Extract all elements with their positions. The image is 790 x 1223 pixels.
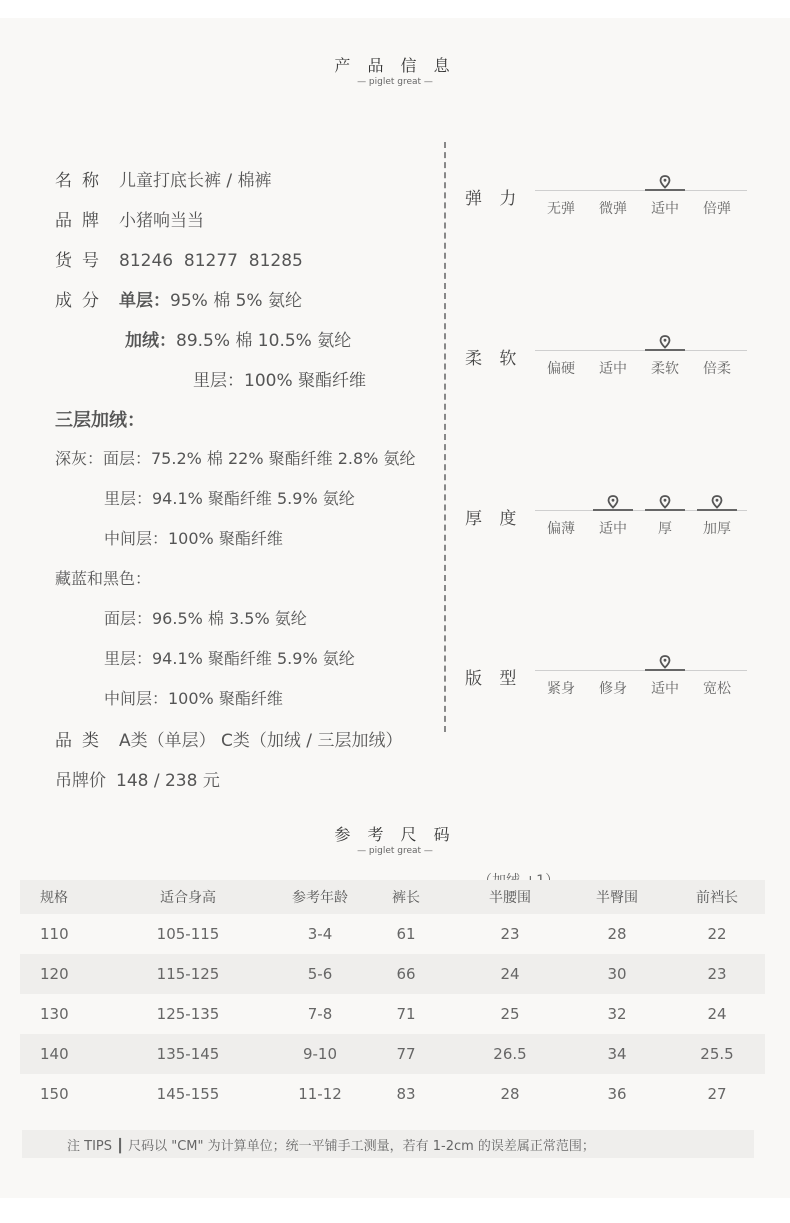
single-layer-label: 单层： — [119, 291, 170, 311]
composition-label: 成分 — [55, 291, 109, 311]
sku-value: 81246 81277 81285 — [119, 251, 303, 271]
location-pin-icon — [659, 654, 671, 668]
scale-option: 修身 — [599, 681, 627, 697]
table-cell: 61 — [396, 925, 416, 943]
fleece-label: 加绒： — [125, 331, 176, 351]
selected-marker — [593, 509, 633, 511]
table-cell: 26.5 — [493, 1045, 527, 1063]
selected-marker — [645, 189, 685, 191]
table-cell: 27 — [707, 1085, 727, 1103]
column-header: 半臀围 — [596, 890, 638, 906]
table-cell: 22 — [707, 925, 727, 943]
name-value: 儿童打底长裤 / 棉裤 — [119, 171, 272, 191]
table-cell: 11-12 — [298, 1085, 342, 1103]
table-cell: 105-115 — [156, 925, 220, 943]
table-cell: 30 — [607, 965, 627, 983]
scale-option: 倍柔 — [703, 361, 731, 377]
single-layer-value: 95% 棉 5% 氨纶 — [170, 291, 302, 311]
table-header-row — [20, 880, 765, 914]
scale-option: 适中 — [599, 521, 627, 537]
table-cell: 110 — [40, 925, 69, 943]
table-row — [20, 1074, 765, 1114]
scale-option: 柔软 — [651, 361, 679, 377]
scale-option: 厚 — [658, 521, 672, 537]
column-header: 半腰围 — [489, 890, 531, 906]
scale-option: 偏硬 — [547, 361, 575, 377]
table-cell: 28 — [607, 925, 627, 943]
table-cell: 7-8 — [307, 1005, 333, 1023]
info-brand — [55, 206, 204, 231]
table-cell: 3-4 — [307, 925, 333, 943]
table-cell: 32 — [607, 1005, 627, 1023]
location-pin-icon — [607, 494, 619, 508]
location-pin-icon — [711, 494, 723, 508]
location-pin-icon — [659, 174, 671, 188]
table-cell: 66 — [396, 965, 416, 983]
table-row — [20, 994, 765, 1034]
attribute-name: 柔 软 — [465, 349, 523, 369]
attribute-name: 厚 度 — [465, 509, 523, 529]
table-row — [20, 1034, 765, 1074]
brand-label: 品牌 — [55, 211, 109, 231]
info-composition — [55, 286, 302, 311]
category-value: A类（单层） C类（加绒 / 三层加绒） — [119, 731, 403, 751]
table-cell: 5-6 — [307, 965, 333, 983]
table-cell: 130 — [40, 1005, 69, 1023]
scale-line — [535, 350, 747, 351]
column-header: 规格 — [40, 890, 68, 906]
table-cell: 36 — [607, 1085, 627, 1103]
selected-marker — [697, 509, 737, 511]
size-table — [20, 880, 765, 1114]
table-cell: 115-125 — [156, 965, 220, 983]
scale-line — [535, 670, 747, 671]
table-cell: 28 — [500, 1085, 520, 1103]
table-row — [20, 914, 765, 954]
tips-bar: 注 TIPS ┃ 尺码以 "CM" 为计算单位；统一平铺手工测量，若有 1-2cm 的误差属正常范围； — [22, 1130, 754, 1158]
scale-option: 倍弹 — [703, 201, 731, 217]
price-label: 吊牌价 — [55, 771, 106, 791]
fleece-value: 89.5% 棉 10.5% 氨纶 — [176, 331, 352, 351]
navy-black-title: 藏蓝和黑色： — [55, 569, 152, 588]
table-cell: 23 — [500, 925, 520, 943]
scale-option: 无弹 — [547, 201, 575, 217]
table-row — [20, 954, 765, 994]
section2-subtitle: — piglet great — — [357, 846, 433, 856]
table-cell: 150 — [40, 1085, 69, 1103]
column-header: 适合身高 — [160, 890, 216, 906]
location-pin-icon — [659, 334, 671, 348]
info-price — [55, 766, 220, 791]
attribute-name: 版 型 — [465, 669, 523, 689]
selected-marker — [645, 349, 685, 351]
section-subtitle: — piglet great — — [357, 77, 433, 87]
info-lining: 里层：100% 聚酯纤维 — [193, 371, 367, 391]
triple-layer-title: 三层加绒： — [55, 410, 145, 431]
name-label: 名称 — [55, 171, 109, 191]
navy-middle: 中间层：100% 聚酯纤维 — [104, 689, 283, 708]
table-cell: 140 — [40, 1045, 69, 1063]
info-fleece — [125, 326, 351, 351]
table-cell: 25.5 — [700, 1045, 734, 1063]
selected-marker — [645, 669, 685, 671]
brand-value: 小猪响当当 — [119, 211, 204, 231]
sku-label: 货号 — [55, 251, 109, 271]
table-cell: 71 — [396, 1005, 416, 1023]
scale-option: 适中 — [651, 201, 679, 217]
attribute-name: 弹 力 — [465, 189, 523, 209]
info-sku — [55, 246, 303, 271]
table-cell: 125-135 — [156, 1005, 220, 1023]
navy-outer: 面层：96.5% 棉 3.5% 氨纶 — [104, 609, 307, 628]
table-cell: 24 — [500, 965, 520, 983]
table-cell: 120 — [40, 965, 69, 983]
scale-option: 适中 — [599, 361, 627, 377]
selected-marker — [645, 509, 685, 511]
grey-middle: 中间层：100% 聚酯纤维 — [104, 529, 283, 548]
table-cell: 25 — [500, 1005, 520, 1023]
scale-option: 加厚 — [703, 521, 731, 537]
navy-inner: 里层：94.1% 聚酯纤维 5.9% 氨纶 — [104, 649, 355, 668]
table-cell: 135-145 — [156, 1045, 220, 1063]
scale-option: 适中 — [651, 681, 679, 697]
table-cell: 23 — [707, 965, 727, 983]
table-cell: 83 — [396, 1085, 416, 1103]
column-header: 裤长 — [392, 890, 420, 906]
price-value: 148 / 238 元 — [116, 771, 220, 791]
category-label: 品类 — [55, 731, 109, 751]
section-title-size-reference: 参 考 尺 码 — [334, 825, 456, 844]
scale-option: 偏薄 — [547, 521, 575, 537]
info-name — [55, 166, 272, 191]
table-cell: 9-10 — [302, 1045, 338, 1063]
location-pin-icon — [659, 494, 671, 508]
scale-line — [535, 190, 747, 191]
table-cell: 145-155 — [156, 1085, 220, 1103]
scale-option: 紧身 — [547, 681, 575, 697]
table-cell: 24 — [707, 1005, 727, 1023]
dashed-divider — [444, 142, 446, 732]
grey-outer: 深灰：面层：75.2% 棉 22% 聚酯纤维 2.8% 氨纶 — [55, 449, 416, 468]
scale-option: 微弹 — [599, 201, 627, 217]
table-cell: 77 — [396, 1045, 416, 1063]
grey-inner: 里层：94.1% 聚酯纤维 5.9% 氨纶 — [104, 489, 355, 508]
column-header: 前裆长 — [696, 890, 738, 906]
info-category — [55, 726, 402, 751]
table-cell: 34 — [607, 1045, 627, 1063]
section-title-product-info: 产 品 信 息 — [334, 56, 456, 75]
scale-option: 宽松 — [703, 681, 731, 697]
column-header: 参考年龄 — [292, 890, 348, 906]
